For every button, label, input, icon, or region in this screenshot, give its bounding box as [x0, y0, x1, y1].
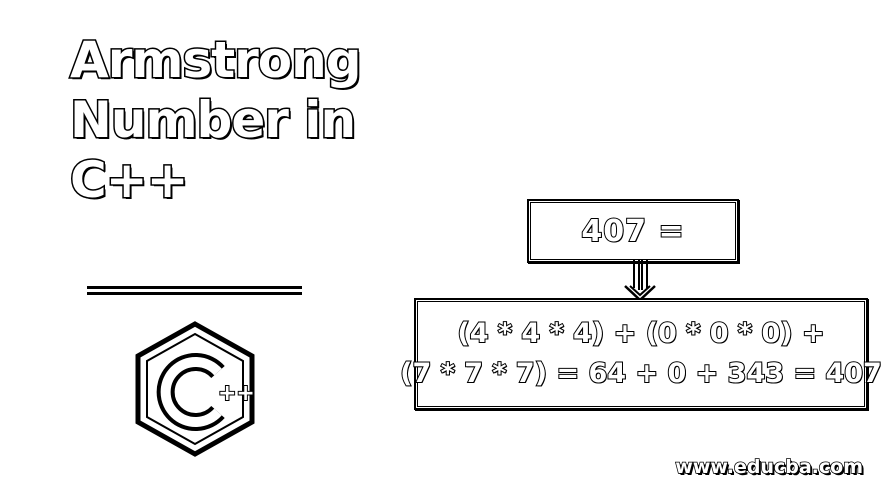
number-box	[527, 199, 739, 263]
number-text: 407 =	[581, 213, 685, 249]
title-line-3: C++	[70, 151, 188, 209]
title-line-1: Armstrong	[70, 31, 361, 89]
cpp-logo-icon	[130, 320, 260, 460]
double-down-arrow-icon	[622, 258, 658, 302]
page-title	[70, 30, 361, 210]
calculation-text	[400, 314, 882, 394]
title-line-2: Number in	[70, 91, 356, 149]
watermark: www.educba.com	[675, 456, 863, 478]
calculation-line-2: (7 * 7 * 7) = 64 + 0 + 343 = 407	[400, 358, 882, 389]
logo-plus-text: ++	[218, 381, 255, 406]
calculation-line-1: (4 * 4 * 4) + (0 * 0 * 0) +	[457, 318, 825, 349]
calculation-box	[400, 298, 882, 410]
title-divider	[87, 286, 302, 295]
